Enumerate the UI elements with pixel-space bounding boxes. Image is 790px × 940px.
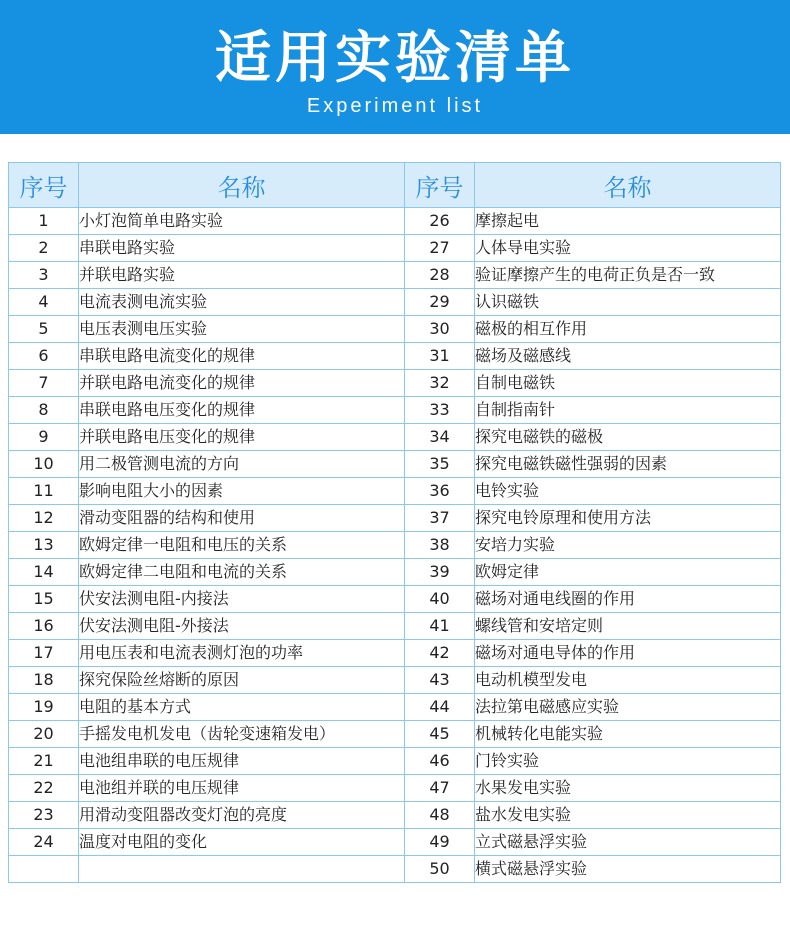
experiment-name: 伏安法测电阻-内接法 [79, 586, 405, 613]
experiment-name: 电阻的基本方式 [79, 694, 405, 721]
experiment-name: 电压表测电压实验 [79, 316, 405, 343]
experiment-name: 串联电路电流变化的规律 [79, 343, 405, 370]
experiment-name: 摩擦起电 [475, 208, 781, 235]
experiment-name: 自制指南针 [475, 397, 781, 424]
experiment-name: 磁极的相互作用 [475, 316, 781, 343]
experiment-number: 45 [405, 721, 475, 748]
experiment-number: 5 [9, 316, 79, 343]
experiment-name: 用电压表和电流表测灯泡的功率 [79, 640, 405, 667]
experiment-name: 磁场对通电导体的作用 [475, 640, 781, 667]
table-row [9, 586, 781, 613]
experiment-name: 伏安法测电阻-外接法 [79, 613, 405, 640]
page-title: 适用实验清单 [215, 26, 575, 91]
experiment-name: 电流表测电流实验 [79, 289, 405, 316]
table-row [9, 451, 781, 478]
experiment-number: 8 [9, 397, 79, 424]
experiment-number: 2 [9, 235, 79, 262]
experiment-name: 温度对电阻的变化 [79, 829, 405, 856]
experiment-name: 探究保险丝熔断的原因 [79, 667, 405, 694]
experiment-name: 电池组并联的电压规律 [79, 775, 405, 802]
experiment-number: 35 [405, 451, 475, 478]
experiment-name: 认识磁铁 [475, 289, 781, 316]
page-subtitle: Experiment list [306, 95, 484, 117]
experiment-number: 47 [405, 775, 475, 802]
table-row [9, 829, 781, 856]
experiment-name: 机械转化电能实验 [475, 721, 781, 748]
table-row [9, 802, 781, 829]
table-row [9, 748, 781, 775]
experiment-name: 并联电路电流变化的规律 [79, 370, 405, 397]
experiment-number: 18 [9, 667, 79, 694]
experiment-name: 并联电路实验 [79, 262, 405, 289]
table-row [9, 289, 781, 316]
experiment-name: 串联电路实验 [79, 235, 405, 262]
experiment-name: 电铃实验 [475, 478, 781, 505]
experiment-number: 38 [405, 532, 475, 559]
experiment-name: 欧姆定律二电阻和电流的关系 [79, 559, 405, 586]
table-row [9, 559, 781, 586]
experiment-number: 32 [405, 370, 475, 397]
experiment-number: 13 [9, 532, 79, 559]
experiment-name: 滑动变阻器的结构和使用 [79, 505, 405, 532]
experiment-name: 探究电磁铁磁性强弱的因素 [475, 451, 781, 478]
experiment-name: 验证摩擦产生的电荷正负是否一致 [475, 262, 781, 289]
experiment-number: 36 [405, 478, 475, 505]
experiment-name: 水果发电实验 [475, 775, 781, 802]
experiment-number: 3 [9, 262, 79, 289]
table-row [9, 262, 781, 289]
experiment-number: 39 [405, 559, 475, 586]
experiment-number: 31 [405, 343, 475, 370]
experiment-number: 29 [405, 289, 475, 316]
experiment-name: 欧姆定律 [475, 559, 781, 586]
experiment-number: 14 [9, 559, 79, 586]
experiment-number: 17 [9, 640, 79, 667]
table-row [9, 613, 781, 640]
experiment-number: 22 [9, 775, 79, 802]
column-header-name: 名称 [79, 163, 405, 208]
table-row [9, 694, 781, 721]
experiment-number: 28 [405, 262, 475, 289]
table-row [9, 235, 781, 262]
experiment-table [8, 162, 781, 883]
experiment-number: 24 [9, 829, 79, 856]
experiment-name: 探究电磁铁的磁极 [475, 424, 781, 451]
experiment-name: 欧姆定律一电阻和电压的关系 [79, 532, 405, 559]
table-row [9, 343, 781, 370]
experiment-number: 11 [9, 478, 79, 505]
experiment-name: 立式磁悬浮实验 [475, 829, 781, 856]
experiment-name: 门铃实验 [475, 748, 781, 775]
experiment-number: 46 [405, 748, 475, 775]
column-header-number: 序号 [9, 163, 79, 208]
table-row [9, 397, 781, 424]
table-row [9, 775, 781, 802]
experiment-name: 法拉第电磁感应实验 [475, 694, 781, 721]
experiment-name: 串联电路电压变化的规律 [79, 397, 405, 424]
experiment-number: 4 [9, 289, 79, 316]
experiment-number: 49 [405, 829, 475, 856]
experiment-number: 16 [9, 613, 79, 640]
experiment-number: 37 [405, 505, 475, 532]
column-header-name: 名称 [475, 163, 781, 208]
experiment-name: 磁场及磁感线 [475, 343, 781, 370]
experiment-number: 23 [9, 802, 79, 829]
experiment-name: 安培力实验 [475, 532, 781, 559]
table-row [9, 424, 781, 451]
table-row [9, 316, 781, 343]
experiment-number: 7 [9, 370, 79, 397]
experiment-number: 10 [9, 451, 79, 478]
experiment-number: 50 [405, 856, 475, 883]
table-row [9, 478, 781, 505]
experiment-name: 磁场对通电线圈的作用 [475, 586, 781, 613]
experiment-name: 螺线管和安培定则 [475, 613, 781, 640]
experiment-name: 小灯泡简单电路实验 [79, 208, 405, 235]
experiment-name: 盐水发电实验 [475, 802, 781, 829]
experiment-name: 用滑动变阻器改变灯泡的亮度 [79, 802, 405, 829]
table-row [9, 721, 781, 748]
experiment-number: 42 [405, 640, 475, 667]
experiment-name: 影响电阻大小的因素 [79, 478, 405, 505]
experiment-name: 自制电磁铁 [475, 370, 781, 397]
experiment-name: 探究电铃原理和使用方法 [475, 505, 781, 532]
experiment-number: 19 [9, 694, 79, 721]
experiment-name: 电池组串联的电压规律 [79, 748, 405, 775]
table-row [9, 208, 781, 235]
experiment-name: 用二极管测电流的方向 [79, 451, 405, 478]
experiment-name [79, 856, 405, 883]
experiment-number: 43 [405, 667, 475, 694]
table-body [9, 208, 781, 883]
experiment-number: 12 [9, 505, 79, 532]
experiment-name: 电动机模型发电 [475, 667, 781, 694]
table-row [9, 370, 781, 397]
experiment-name: 并联电路电压变化的规律 [79, 424, 405, 451]
table-header-row [9, 163, 781, 208]
experiment-number: 26 [405, 208, 475, 235]
table-row [9, 856, 781, 883]
experiment-number: 6 [9, 343, 79, 370]
experiment-number: 48 [405, 802, 475, 829]
experiment-number: 1 [9, 208, 79, 235]
table-row [9, 667, 781, 694]
header-banner [0, 0, 790, 134]
experiment-number: 20 [9, 721, 79, 748]
experiment-number: 44 [405, 694, 475, 721]
table-row [9, 505, 781, 532]
experiment-name: 横式磁悬浮实验 [475, 856, 781, 883]
experiment-name: 手摇发电机发电（齿轮变速箱发电） [79, 721, 405, 748]
table-row [9, 640, 781, 667]
experiment-number: 40 [405, 586, 475, 613]
experiment-number [9, 856, 79, 883]
experiment-number: 34 [405, 424, 475, 451]
experiment-number: 15 [9, 586, 79, 613]
experiment-number: 9 [9, 424, 79, 451]
experiment-name: 人体导电实验 [475, 235, 781, 262]
table-row [9, 532, 781, 559]
experiment-number: 21 [9, 748, 79, 775]
column-header-number: 序号 [405, 163, 475, 208]
experiment-number: 41 [405, 613, 475, 640]
experiment-number: 27 [405, 235, 475, 262]
experiment-number: 33 [405, 397, 475, 424]
experiment-number: 30 [405, 316, 475, 343]
